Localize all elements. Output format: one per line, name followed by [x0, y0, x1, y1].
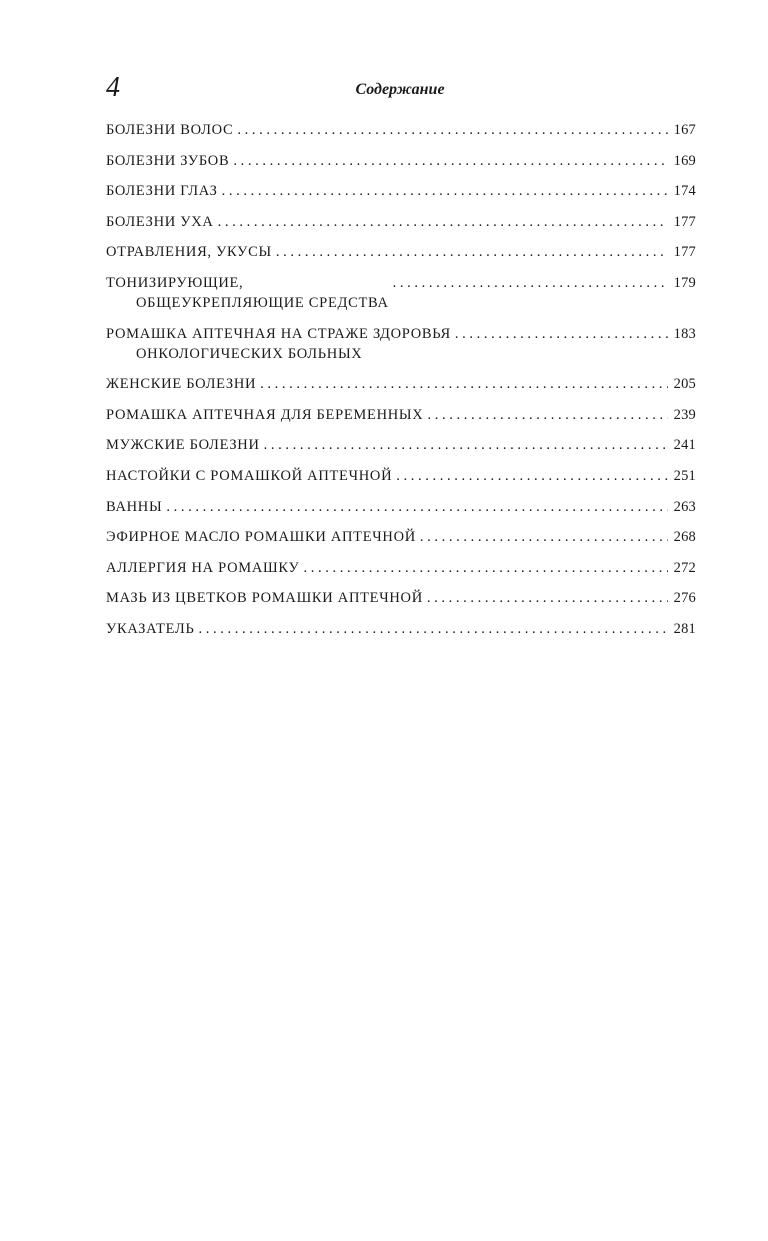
toc-entry-title: НАСТОЙКИ С РОМАШКОЙ АПТЕЧНОЙ [106, 467, 393, 484]
toc-entry-page: 239 [673, 406, 696, 423]
page-number: 4 [106, 72, 120, 103]
toc-entry-title: БОЛЕЗНИ УХА [106, 213, 214, 230]
running-head: Содержание [355, 81, 445, 98]
toc-dot-leader [393, 273, 668, 293]
toc-entry-title: МАЗЬ ИЗ ЦВЕТКОВ РОМАШКИ АПТЕЧНОЙ [106, 590, 423, 607]
toc-entry[interactable] [106, 527, 696, 547]
toc-entry-title: МУЖСКИЕ БОЛЕЗНИ [106, 437, 260, 454]
toc-dot-leader [427, 405, 667, 425]
toc-entry-page: 167 [673, 122, 696, 138]
toc-dot-leader [264, 435, 668, 455]
toc-entry[interactable] [106, 324, 696, 364]
toc-dot-leader [233, 151, 667, 171]
toc-entry-page: 174 [673, 183, 696, 200]
table-of-contents [106, 120, 696, 650]
toc-entry[interactable] [106, 151, 696, 171]
toc-dot-leader [303, 558, 667, 578]
toc-entry-title: БОЛЕЗНИ ЗУБОВ [106, 152, 230, 169]
toc-entry-title: УКАЗАТЕЛЬ [106, 620, 195, 637]
toc-dot-leader [260, 374, 667, 394]
toc-entry[interactable] [106, 466, 696, 486]
toc-entry[interactable] [106, 497, 696, 517]
toc-dot-leader [396, 466, 667, 486]
toc-entry[interactable] [106, 619, 696, 639]
toc-entry[interactable] [106, 588, 696, 608]
toc-entry-page: 205 [673, 376, 696, 393]
toc-dot-leader [427, 588, 668, 608]
toc-entry-title: ОТРАВЛЕНИЯ, УКУСЫ [106, 244, 272, 261]
toc-entry-title: ТОНИЗИРУЮЩИЕ, ОБЩЕУКРЕПЛЯЮЩИЕ СРЕДСТВА [106, 274, 389, 311]
toc-entry[interactable] [106, 181, 696, 201]
toc-dot-leader [276, 242, 668, 262]
toc-entry[interactable] [106, 242, 696, 262]
toc-entry-title: РОМАШКА АПТЕЧНАЯ ДЛЯ БЕРЕМЕННЫХ [106, 406, 424, 423]
toc-entry-title: БОЛЕЗНИ ВОЛОС [106, 122, 234, 138]
toc-dot-leader [222, 181, 668, 201]
toc-entry[interactable] [106, 558, 696, 578]
toc-entry[interactable] [106, 435, 696, 455]
toc-entry-page: 281 [673, 620, 696, 637]
toc-entry-title: ЭФИРНОЕ МАСЛО РОМАШКИ АПТЕЧНОЙ [106, 529, 416, 546]
toc-dot-leader [199, 619, 668, 639]
toc-entry[interactable] [106, 374, 696, 394]
toc-dot-leader [420, 527, 668, 547]
toc-dot-leader [237, 120, 667, 140]
toc-entry-page: 276 [673, 590, 696, 607]
toc-entry-page: 169 [673, 152, 696, 169]
toc-dot-leader [218, 212, 668, 232]
toc-entry[interactable] [106, 212, 696, 232]
toc-entry-title: РОМАШКА АПТЕЧНАЯ НА СТРАЖЕ ЗДОРОВЬЯ ОНКОЛОГИЧЕСКИХ БОЛЬНЫХ [106, 325, 451, 362]
toc-entry[interactable] [106, 120, 696, 140]
toc-entry-title: АЛЛЕРГИЯ НА РОМАШКУ [106, 559, 300, 576]
toc-entry[interactable] [106, 405, 696, 425]
toc-entry-title: ЖЕНСКИЕ БОЛЕЗНИ [106, 376, 257, 393]
toc-entry[interactable] [106, 273, 696, 313]
toc-entry-page: 263 [673, 498, 696, 515]
toc-dot-leader [166, 497, 667, 517]
toc-dot-leader [455, 324, 668, 344]
toc-entry-page: 241 [673, 437, 696, 454]
toc-entry-page: 183 [673, 325, 696, 342]
toc-entry-title: ВАННЫ [106, 498, 163, 515]
toc-entry-page: 272 [673, 559, 696, 576]
toc-entry-title: БОЛЕЗНИ ГЛАЗ [106, 183, 218, 200]
toc-entry-page: 251 [673, 467, 696, 484]
toc-entry-page: 179 [673, 274, 696, 291]
toc-entry-page: 177 [673, 244, 696, 261]
toc-entry-page: 177 [673, 213, 696, 230]
toc-entry-page: 268 [673, 529, 696, 546]
